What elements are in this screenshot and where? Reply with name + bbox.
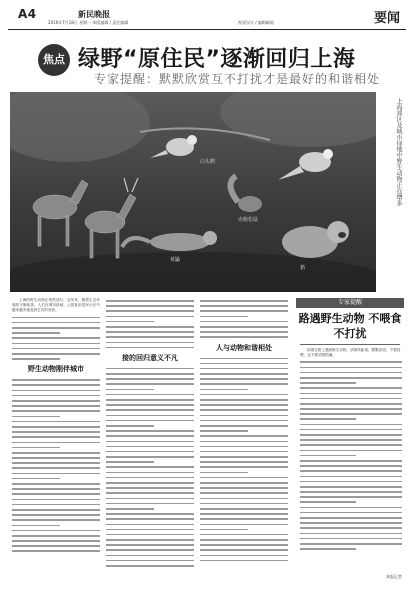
masthead-meta-left: 2016年7月18日 星期一 本版编辑 / 责任编辑 [48,20,129,25]
focus-seal-logo: 焦点 [38,44,70,76]
raccoon-dog-illustration [282,221,349,258]
article-column-3 [200,298,288,584]
article-lead-paragraph: 上海的野生动物正悄然回归。近年来，随着生态环境的不断改善，人们在城市绿地、公园甚至居民小区中越来越多地见到它们的身影。 [12,298,100,313]
photo-label-raccoon-dog: 貉 [300,265,306,271]
photo-side-caption: 上海郊区及城市绿地中野生动物正在增多 [395,98,402,206]
sidebar-signature: 本报记者 [386,574,402,579]
newspaper-page [8,6,406,584]
photo-label-weasel: 黄鼬 [170,257,181,263]
page-number: A4 [18,7,37,21]
wildlife-collage-art [10,92,376,292]
sidebar-lead-paragraph: 如果在路上遇到野生动物，请保持距离，默默欣赏，不要投喂，也不要试图抓捕。 [300,348,401,358]
masthead [8,6,406,30]
masthead-meta-right: 视觉设计 / 编辑邮箱 [238,20,274,25]
section-title: 要闻 [373,11,400,26]
sidebar-body [300,348,402,580]
photo-label-squirrel: 赤腹松鼠 [238,217,259,223]
sidebar-title: 路遇野生动物 不喂食不打扰 [298,312,402,340]
photo-label-bird: 白头鹎 [200,159,216,165]
squirrel-illustration [230,176,262,212]
article-subheadline: 专家提醒：默默欣赏互不打扰才是最好的和谐相处 [94,72,381,86]
subhead-3: 人与动物和谐相处 [216,343,272,352]
subhead-2: 接的回归意义不凡 [122,353,178,362]
subhead-1: 野生动物刚伴城市 [28,365,84,374]
article-headline: 绿野“原住民”逐渐回归上海 [78,47,356,72]
article-column-2 [106,298,194,584]
sidebar-tag: 专家提醒 [296,298,404,308]
wildlife-collage-photo [10,92,376,292]
weasel-illustration [122,231,217,251]
sidebar-divider [300,344,400,345]
article-column-1 [12,298,100,584]
paper-name: 新民晚报 [78,10,110,19]
